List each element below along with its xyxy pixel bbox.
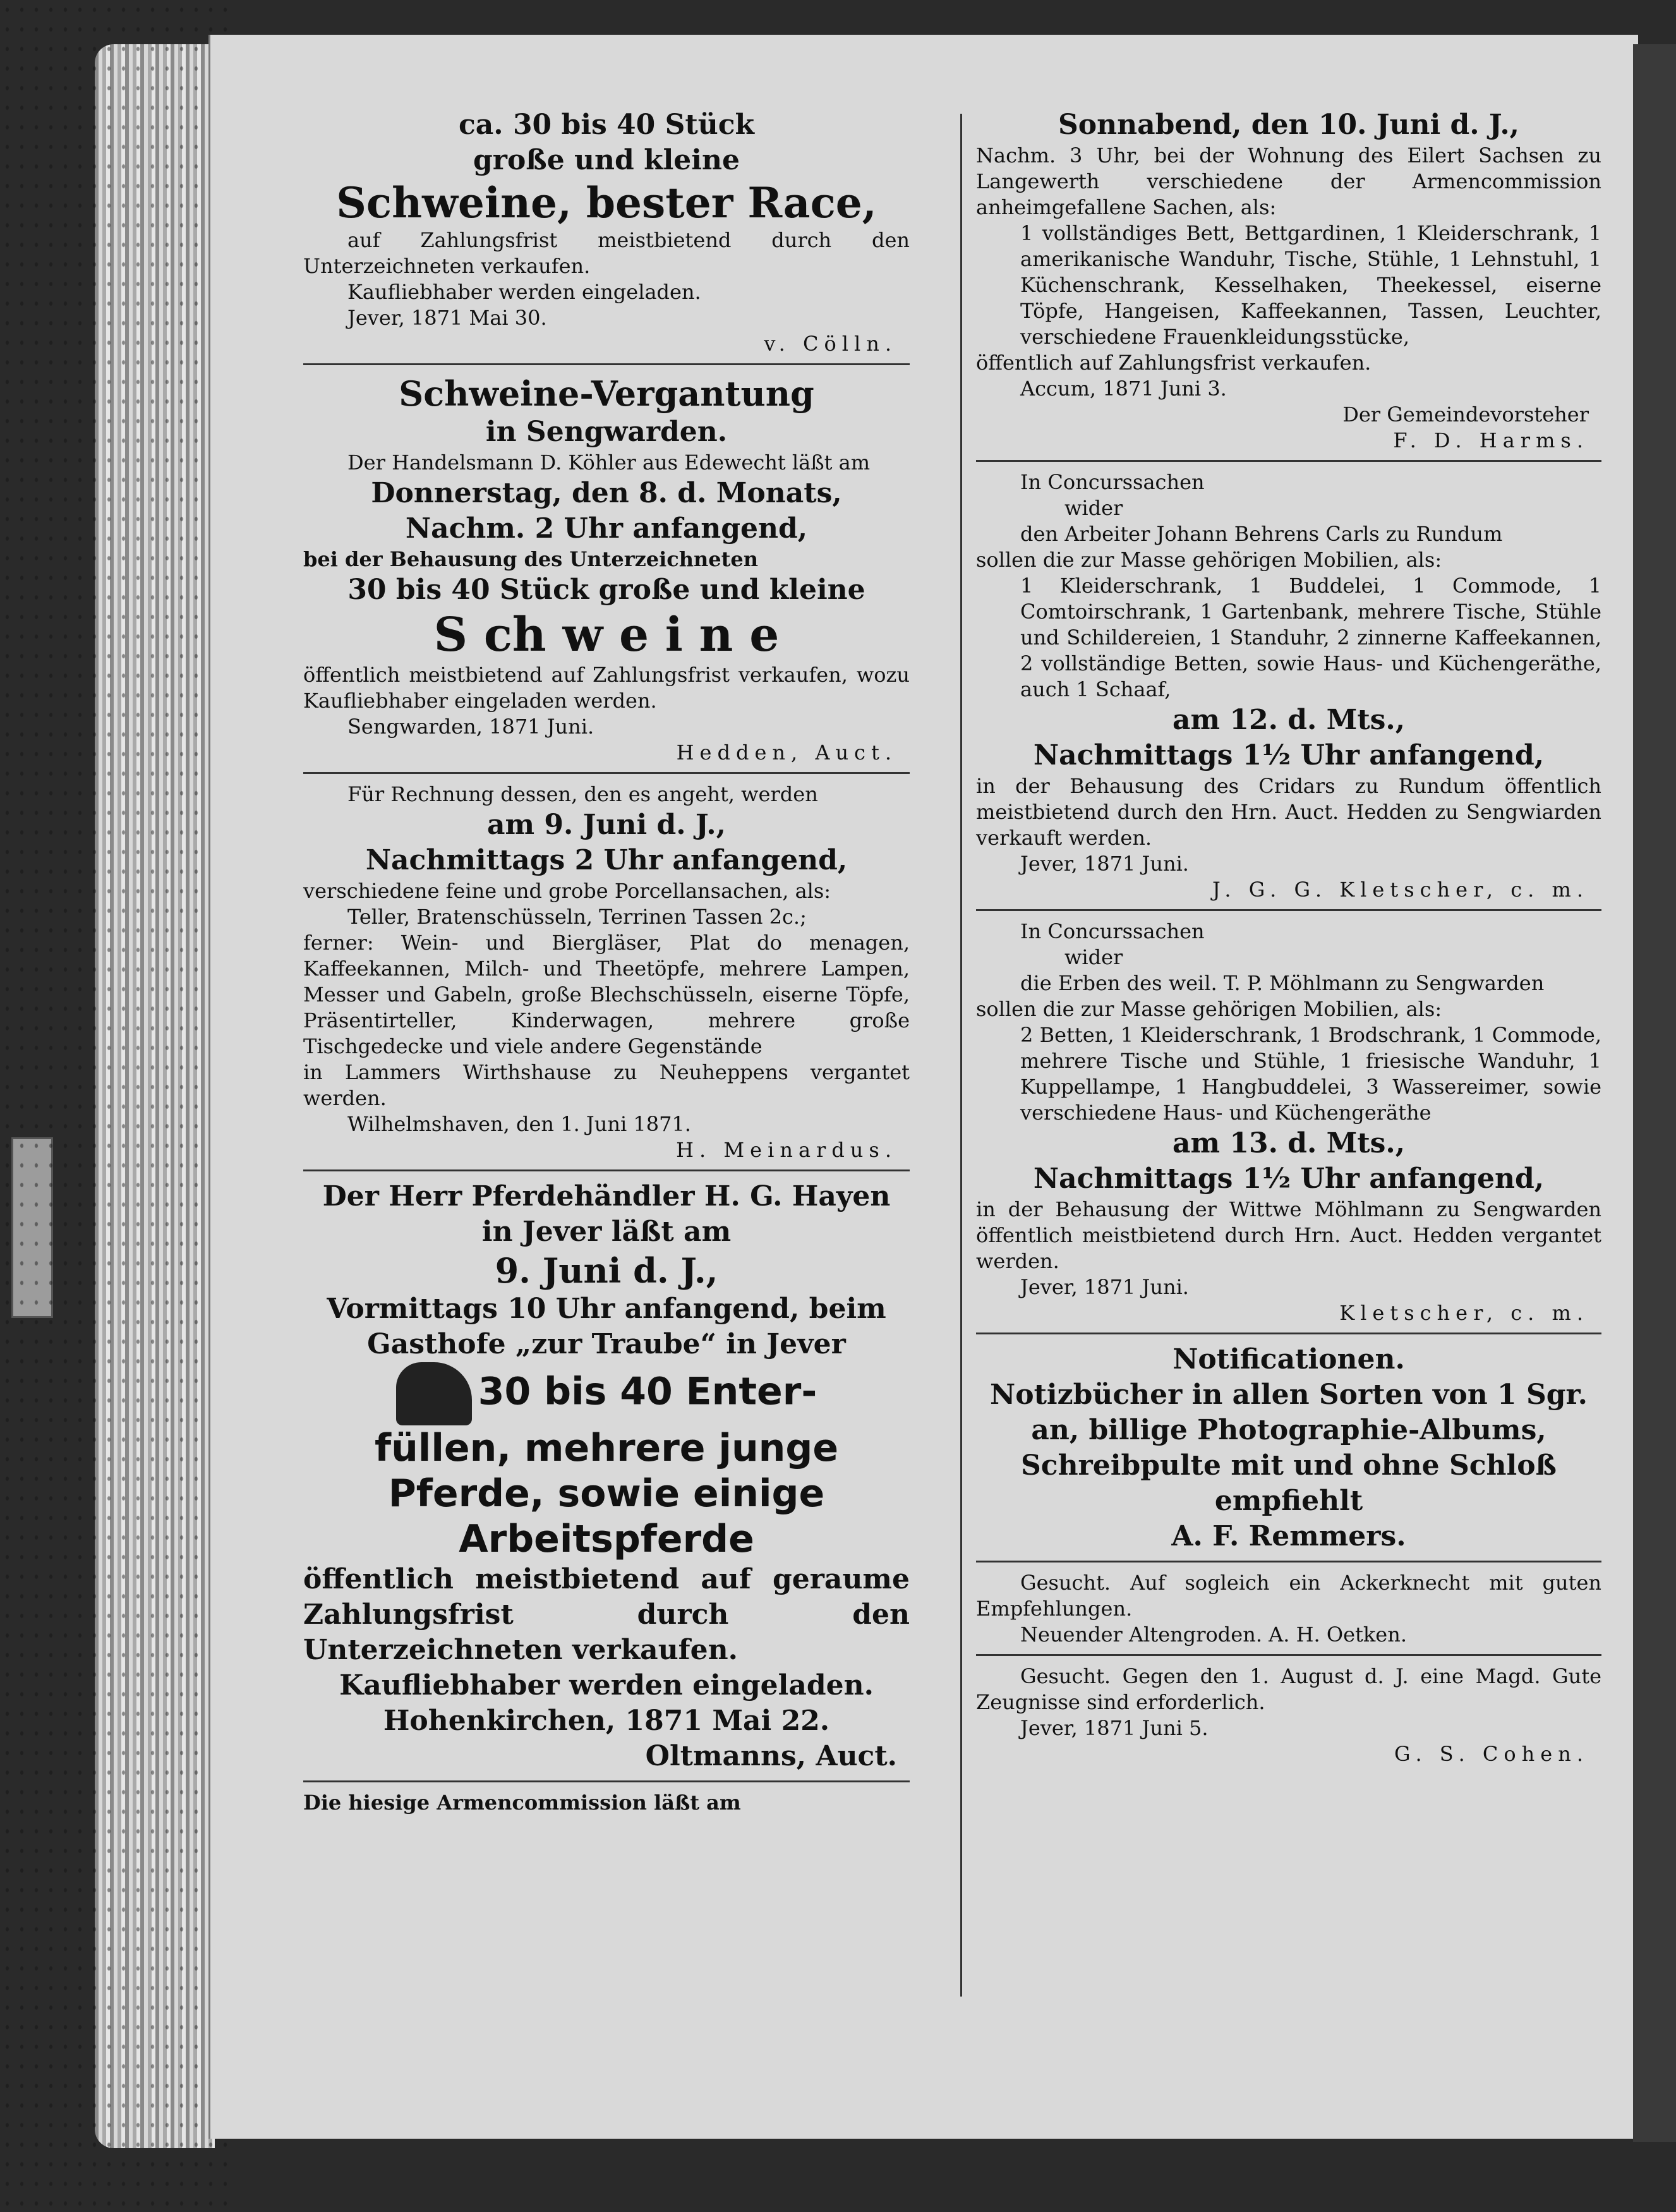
advert-text: 30 bis 40 Stück große und kleine (347, 574, 865, 606)
advert-line (976, 703, 1601, 738)
advert-line (303, 1179, 910, 1250)
advert-line (976, 1300, 1601, 1326)
advert-text: Sonnabend, den 10. Juni d. J., (1058, 109, 1519, 141)
advert-line (303, 807, 910, 843)
advert-line (976, 521, 1601, 547)
advert-text: den Arbeiter Johann Behrens Carls zu Rundum (1020, 522, 1503, 546)
advert-line (303, 1362, 910, 1425)
advert-text: 2 Betten, 1 Kleiderschrank, 1 Brodschrank, 1 Commode, mehrere Tische und Stühle, 1 friesische Wanduhr, 1 Kuppellampe, 1 Hangbuddelei, 3 Wassereimer, sowie verschiedene Haus- und Küchengeräthe (1020, 1023, 1601, 1125)
advert-line (976, 1741, 1601, 1767)
advert-text: ferner: Wein- und Biergläser, Plat do menagen, Kaffeekannen, Milch- und Theetöpfe, mehrere Lampen, Messer und Gabeln, große Blechschüsseln, eiserne Töpfe, Präsentirteller, Kinderwagen, mehrere große Tischgedecke und viele andere Gegenstände (303, 931, 910, 1058)
advert-text: öffentlich auf Zahlungsfrist verkaufen. (976, 351, 1372, 375)
advert-divider (303, 363, 910, 365)
right-column (976, 107, 1601, 1767)
advert-divider (976, 909, 1601, 911)
advert-line (303, 107, 910, 143)
advert-line (976, 376, 1601, 402)
advert-divider (303, 1169, 910, 1171)
advert-divider (976, 1561, 1601, 1562)
advert-line (303, 178, 910, 227)
advert-text: H. Meinardus. (676, 1138, 897, 1162)
advert-text: Nachm. 3 Uhr, bei der Wohnung des Eilert Sachsen zu Langewerth verschiedene der Armencommission anheimgefallene Sachen, als: (976, 143, 1601, 219)
advert-line (976, 143, 1601, 221)
advert-text: Sengwarden, 1871 Juni. (347, 715, 594, 739)
advert-text: Schweine, bester Race, (336, 178, 877, 227)
advert-line (303, 1060, 910, 1111)
advert-text: 30 bis 40 Enter- (478, 1369, 817, 1414)
advert-text: Die hiesige Armencommission läßt am (303, 1791, 741, 1815)
advert-line (976, 945, 1601, 970)
advert-text: Vormittags 10 Uhr anfangend, beim Gasthofe „zur Traube“ in Jever (327, 1293, 886, 1360)
advert-b1 (976, 107, 1601, 454)
advert-divider (976, 1333, 1601, 1334)
advert-text: Wilhelmshaven, den 1. Juni 1871. (347, 1112, 691, 1136)
advert-text: öffentlich meistbietend auf Zahlungsfrist verkaufen, wozu Kaufliebhaber eingeladen werden. (303, 663, 910, 713)
advert-text: Der Handelsmann D. Köhler aus Edewecht läßt am (347, 450, 871, 474)
scan-right-edge (1633, 44, 1676, 2142)
advert-b3 (976, 919, 1601, 1326)
advert-text: A. F. Remmers. (1171, 1520, 1406, 1552)
advert-text: Nachm. 2 Uhr anfangend, (405, 512, 808, 545)
advert-b2 (976, 469, 1601, 903)
advert-b6 (976, 1664, 1601, 1767)
advert-line (976, 495, 1601, 521)
advert-line (303, 1250, 910, 1291)
advert-divider (976, 460, 1601, 462)
advert-text: Jever, 1871 Mai 30. (347, 306, 547, 330)
speckled-edge (0, 0, 227, 2212)
advert-text: in Sengwarden. (485, 416, 728, 448)
advert-text: große und kleine (473, 144, 740, 176)
advert-text: verschiedene feine und grobe Porcellansachen, als: (303, 879, 831, 903)
advert-text: füllen, mehrere junge Pferde, sowie einige Arbeitspferde (374, 1426, 839, 1561)
advert-line (976, 738, 1601, 773)
advert-text: Gesucht. Auf sogleich ein Ackerknecht mit guten Empfehlungen. (976, 1571, 1601, 1621)
advert-line (303, 373, 910, 414)
advert-line (976, 428, 1601, 454)
advert-line (976, 919, 1601, 945)
advert-line (303, 1562, 910, 1668)
advert-line (303, 904, 910, 930)
advert-line (303, 331, 910, 357)
advert-line (976, 573, 1601, 703)
advert-text: In Concurssachen (1020, 470, 1205, 494)
advert-line (303, 511, 910, 547)
advert-text: Der Gemeindevorsteher (1342, 402, 1589, 426)
advert-line (303, 143, 910, 178)
advert-line (976, 402, 1601, 428)
advert-text: Nachmittags 1½ Uhr anfangend, (1033, 739, 1545, 771)
advert-line (303, 1137, 910, 1163)
advert-text: G. S. Cohen. (1394, 1742, 1589, 1766)
advert-line (976, 469, 1601, 495)
advert-line (976, 1022, 1601, 1126)
advert-text: Jever, 1871 Juni 5. (1020, 1716, 1209, 1740)
advert-line (303, 414, 910, 450)
advert-divider (303, 772, 910, 774)
advert-text: Nachmittags 1½ Uhr anfangend, (1033, 1163, 1545, 1195)
advert-text: auf Zahlungsfrist meistbietend durch den Unterzeichneten verkaufen. (303, 228, 910, 278)
advert-text: Hohenkirchen, 1871 Mai 22. (383, 1705, 830, 1737)
advert-line (303, 1739, 910, 1774)
advert-line (976, 221, 1601, 350)
advert-line (303, 1703, 910, 1739)
advert-a5 (303, 1790, 910, 1816)
advert-line (976, 350, 1601, 376)
advert-text: 1 Kleiderschrank, 1 Buddelei, 1 Commode, 1 Comtoirschrank, 1 Gartenbank, mehrere Tische, Stühle und Schildereien, 1 Standuhr, 2 zinnerne Kaffeekannen, 2 vollständige Betten, sowie Haus- und Küchengeräthe, auch 1 Schaaf, (1020, 574, 1601, 701)
advert-line (976, 1274, 1601, 1300)
advert-text: wider (1064, 496, 1123, 520)
advert-line (303, 1790, 910, 1816)
horse-woodcut-icon (396, 1362, 472, 1425)
advert-text: sollen die zur Masse gehörigen Mobilien, als: (976, 997, 1442, 1021)
advert-a2 (303, 373, 910, 766)
advert-text: 9. Juni d. J., (495, 1250, 718, 1291)
advert-text: bei der Behausung des Unterzeichneten (303, 547, 759, 571)
advert-line (976, 773, 1601, 851)
advert-text: Oltmanns, Auct. (645, 1740, 897, 1772)
advert-b4 (976, 1342, 1601, 1554)
left-column (303, 107, 910, 1816)
advert-text: in der Behausung der Wittwe Möhlmann zu Sengwarden öffentlich meistbietend durch Hrn. Auct. Hedden vergantet werden. (976, 1197, 1601, 1273)
advert-line (303, 1668, 910, 1703)
advert-line (303, 450, 910, 476)
advert-line (976, 1715, 1601, 1741)
advert-line (976, 970, 1601, 996)
advert-text: öffentlich meistbietend auf geraume Zahlungsfrist durch den Unterzeichneten verkaufen. (303, 1563, 910, 1666)
advert-line (976, 1197, 1601, 1274)
advert-text: Kaufliebhaber werden eingeladen. (347, 280, 701, 304)
advert-text: Notizbücher in allen Sorten von 1 Sgr. an, billige Photographie-Albums, Schreibpulte mit und ohne Schloß empfiehlt (990, 1379, 1588, 1517)
advert-line (976, 996, 1601, 1022)
advert-line (303, 608, 910, 662)
advert-divider (303, 1780, 910, 1782)
advert-text: Kletscher, c. m. (1339, 1301, 1589, 1325)
advert-text: am 12. d. Mts., (1172, 704, 1406, 736)
advert-text: F. D. Harms. (1393, 428, 1589, 452)
advert-text: Für Rechnung dessen, den es angeht, werden (347, 782, 818, 806)
advert-line (303, 930, 910, 1060)
advert-text: Teller, Bratenschüsseln, Terrinen Tassen 2c.; (347, 905, 807, 929)
advert-text: Neuender Altengroden. A. H. Oetken. (1020, 1623, 1407, 1647)
advert-text: sollen die zur Masse gehörigen Mobilien, als: (976, 548, 1442, 572)
advert-text: v. Cölln. (764, 332, 897, 356)
advert-a3 (303, 782, 910, 1163)
advert-line (976, 107, 1601, 143)
advert-divider (976, 1654, 1601, 1656)
advert-text: Der Herr Pferdehändler H. G. Hayen in Jever läßt am (322, 1180, 891, 1248)
advert-text: S ch w e i n e (433, 608, 780, 662)
advert-line (303, 279, 910, 305)
advert-line (976, 1664, 1601, 1715)
advert-line (303, 878, 910, 904)
advert-line (303, 1425, 910, 1562)
advert-line (976, 1377, 1601, 1519)
advert-text: Nachmittags 2 Uhr anfangend, (365, 844, 848, 876)
advert-line (976, 1342, 1601, 1377)
advert-text: Hedden, Auct. (676, 740, 897, 765)
advert-text: In Concurssachen (1020, 919, 1205, 943)
advert-text: die Erben des weil. T. P. Möhlmann zu Sengwarden (1020, 971, 1545, 995)
advert-line (976, 1519, 1601, 1554)
advert-a1 (303, 107, 910, 357)
advert-text: in der Behausung des Cridars zu Rundum öffentlich meistbietend durch den Hrn. Auct. Hedden zu Sengwiarden verkauft werden. (976, 774, 1601, 850)
advert-text: ca. 30 bis 40 Stück (459, 109, 754, 141)
advert-line (303, 227, 910, 279)
advert-text: Donnerstag, den 8. d. Monats, (371, 477, 842, 509)
advert-line (976, 1126, 1601, 1161)
advert-line (303, 843, 910, 878)
column-rule (960, 114, 962, 1997)
advert-line (303, 476, 910, 511)
advert-line (303, 662, 910, 714)
advert-line (303, 714, 910, 740)
advert-line (976, 547, 1601, 573)
advert-line (303, 782, 910, 807)
advert-text: Notificationen. (1173, 1343, 1405, 1375)
advert-text: Accum, 1871 Juni 3. (1020, 377, 1227, 401)
advert-line (976, 877, 1601, 903)
advert-a4 (303, 1179, 910, 1774)
advert-line (303, 572, 910, 608)
advert-text: Schweine-Vergantung (399, 373, 814, 414)
advert-text: 1 vollständiges Bett, Bettgardinen, 1 Kleiderschrank, 1 amerikanische Wanduhr, Tische, Stühle, 1 Lehnstuhl, 1 Küchenschrank, Kesselhaken, Theekessel, eiserne Töpfe, Hangeisen, Kaffeekannen, Tassen, Leuchter, verschiedene Frauenkleidungsstücke, (1020, 221, 1601, 349)
advert-line (303, 1111, 910, 1137)
advert-text: am 13. d. Mts., (1172, 1127, 1406, 1159)
advert-line (303, 1291, 910, 1362)
advert-text: Jever, 1871 Juni. (1020, 852, 1189, 876)
advert-text: in Lammers Wirthshause zu Neuheppens vergantet werden. (303, 1060, 910, 1110)
advert-line (976, 1161, 1601, 1197)
advert-line (976, 851, 1601, 877)
advert-text: J. G. G. Kletscher, c. m. (1212, 878, 1589, 902)
advert-text: Kaufliebhaber werden eingeladen. (339, 1669, 874, 1701)
advert-line (976, 1622, 1601, 1648)
advert-line (303, 547, 910, 572)
advert-line (303, 305, 910, 331)
advert-text: Gesucht. Gegen den 1. August d. J. eine Magd. Gute Zeugnisse sind erforderlich. (976, 1664, 1601, 1714)
advert-text: Jever, 1871 Juni. (1020, 1275, 1189, 1299)
advert-line (303, 740, 910, 766)
advert-line (976, 1570, 1601, 1622)
advert-text: am 9. Juni d. J., (487, 809, 726, 841)
advert-text: wider (1064, 945, 1123, 969)
advert-b5 (976, 1570, 1601, 1648)
